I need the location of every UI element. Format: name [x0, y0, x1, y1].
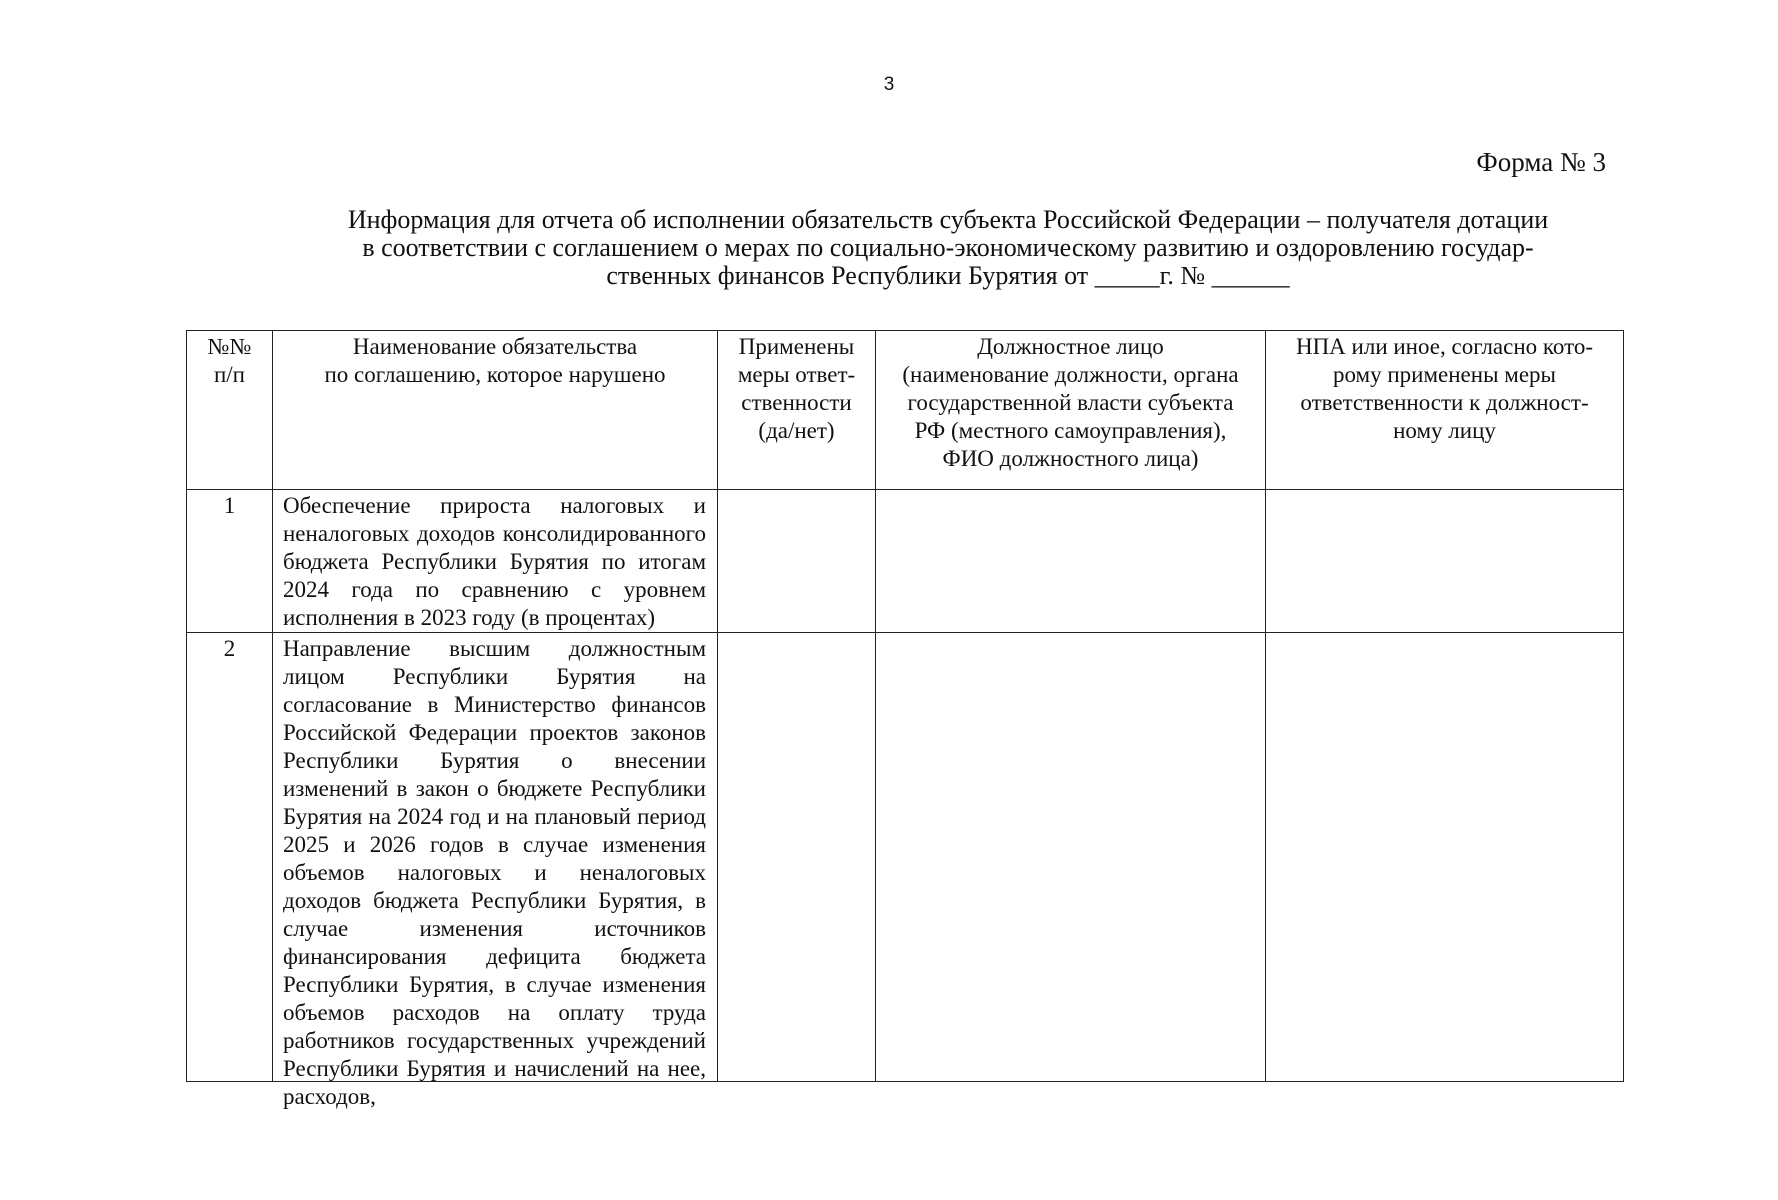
header-line: НПА или иное, согласно кото- — [1295, 334, 1594, 359]
header-line: государственной власти субъекта — [907, 390, 1234, 415]
official-cell — [876, 490, 1266, 633]
header-line: Наименование обязательства — [352, 334, 638, 359]
obligation-name: Направление высшим должностным лицом Республики Бурятия на согласование в Министерство финансов Российской Федерации проектов законов Республики Бурятия о внесении изменений в закон о бюджете Республики Бурятия на 2024 год и на плановый период 2025 и 2026 годов в случае изменения объемов налоговых и неналоговых доходов бюджета Республики Бурятия, в случае изменения источников финансирования дефицита бюджета Республики Бурятия, в случае изменения объемов расходов на оплату труда работников государственных учреждений Республики Бурятия и начислений на нее, расходов, — [283, 636, 706, 1109]
header-line: (да/нет) — [758, 418, 835, 443]
page-number: 3 — [883, 74, 895, 95]
obligations-table — [186, 330, 1624, 1109]
header-number — [187, 331, 273, 490]
obligation-name-cell — [273, 490, 718, 633]
measures-applied-cell — [718, 633, 876, 1082]
document-title-line: в соответствии с соглашением о мерах по социально-экономическому развитию и оздоровлению государ- — [362, 233, 1534, 262]
obligation-name-cell — [273, 633, 718, 1109]
header-line: Применены — [738, 334, 855, 359]
table-row — [187, 633, 1624, 1082]
row-number-cell — [187, 490, 273, 633]
row-number: 2 — [223, 636, 236, 661]
table-row — [187, 490, 1624, 633]
header-line: п/п — [213, 362, 245, 387]
header-line: РФ (местного самоуправления), — [914, 418, 1227, 443]
header-line: (наименование должности, органа — [902, 362, 1239, 387]
legal-act-cell — [1266, 633, 1624, 1082]
table-header-row — [187, 331, 1624, 490]
header-line: ФИО должностного лица) — [942, 446, 1199, 471]
obligation-name: Обеспечение прироста налоговых и неналоговых доходов консолидированного бюджета Республики Бурятия по итогам 2024 года по сравнению с уровнем исполнения в 2023 году (в процентах) — [283, 493, 706, 630]
official-cell — [876, 633, 1266, 1082]
row-number-cell — [187, 633, 273, 1082]
header-line: ному лицу — [1393, 418, 1496, 443]
header-measures-applied — [718, 331, 876, 490]
header-line: меры ответ- — [737, 362, 856, 387]
measures-applied-cell — [718, 490, 876, 633]
header-line: по соглашению, которое нарушено — [324, 362, 666, 387]
document-title — [274, 206, 1622, 290]
header-legal-act — [1266, 331, 1624, 490]
legal-act-cell — [1266, 490, 1624, 633]
form-label: Форма № 3 — [1476, 147, 1606, 177]
header-line: ответственности к должност- — [1300, 390, 1589, 415]
document-title-line: ственных финансов Республики Бурятия от _____г. № ______ — [606, 261, 1290, 290]
header-obligation-name — [273, 331, 718, 490]
document-title-line: Информация для отчета об исполнении обязательств субъекта Российской Федерации – получателя дотации — [347, 205, 1549, 234]
row-number: 1 — [223, 493, 236, 518]
header-line: ственности — [741, 390, 852, 415]
header-line: рому применены меры — [1333, 362, 1556, 387]
header-line: Должностное лицо — [977, 334, 1164, 359]
header-official — [876, 331, 1266, 490]
header-line: №№ — [207, 334, 252, 359]
